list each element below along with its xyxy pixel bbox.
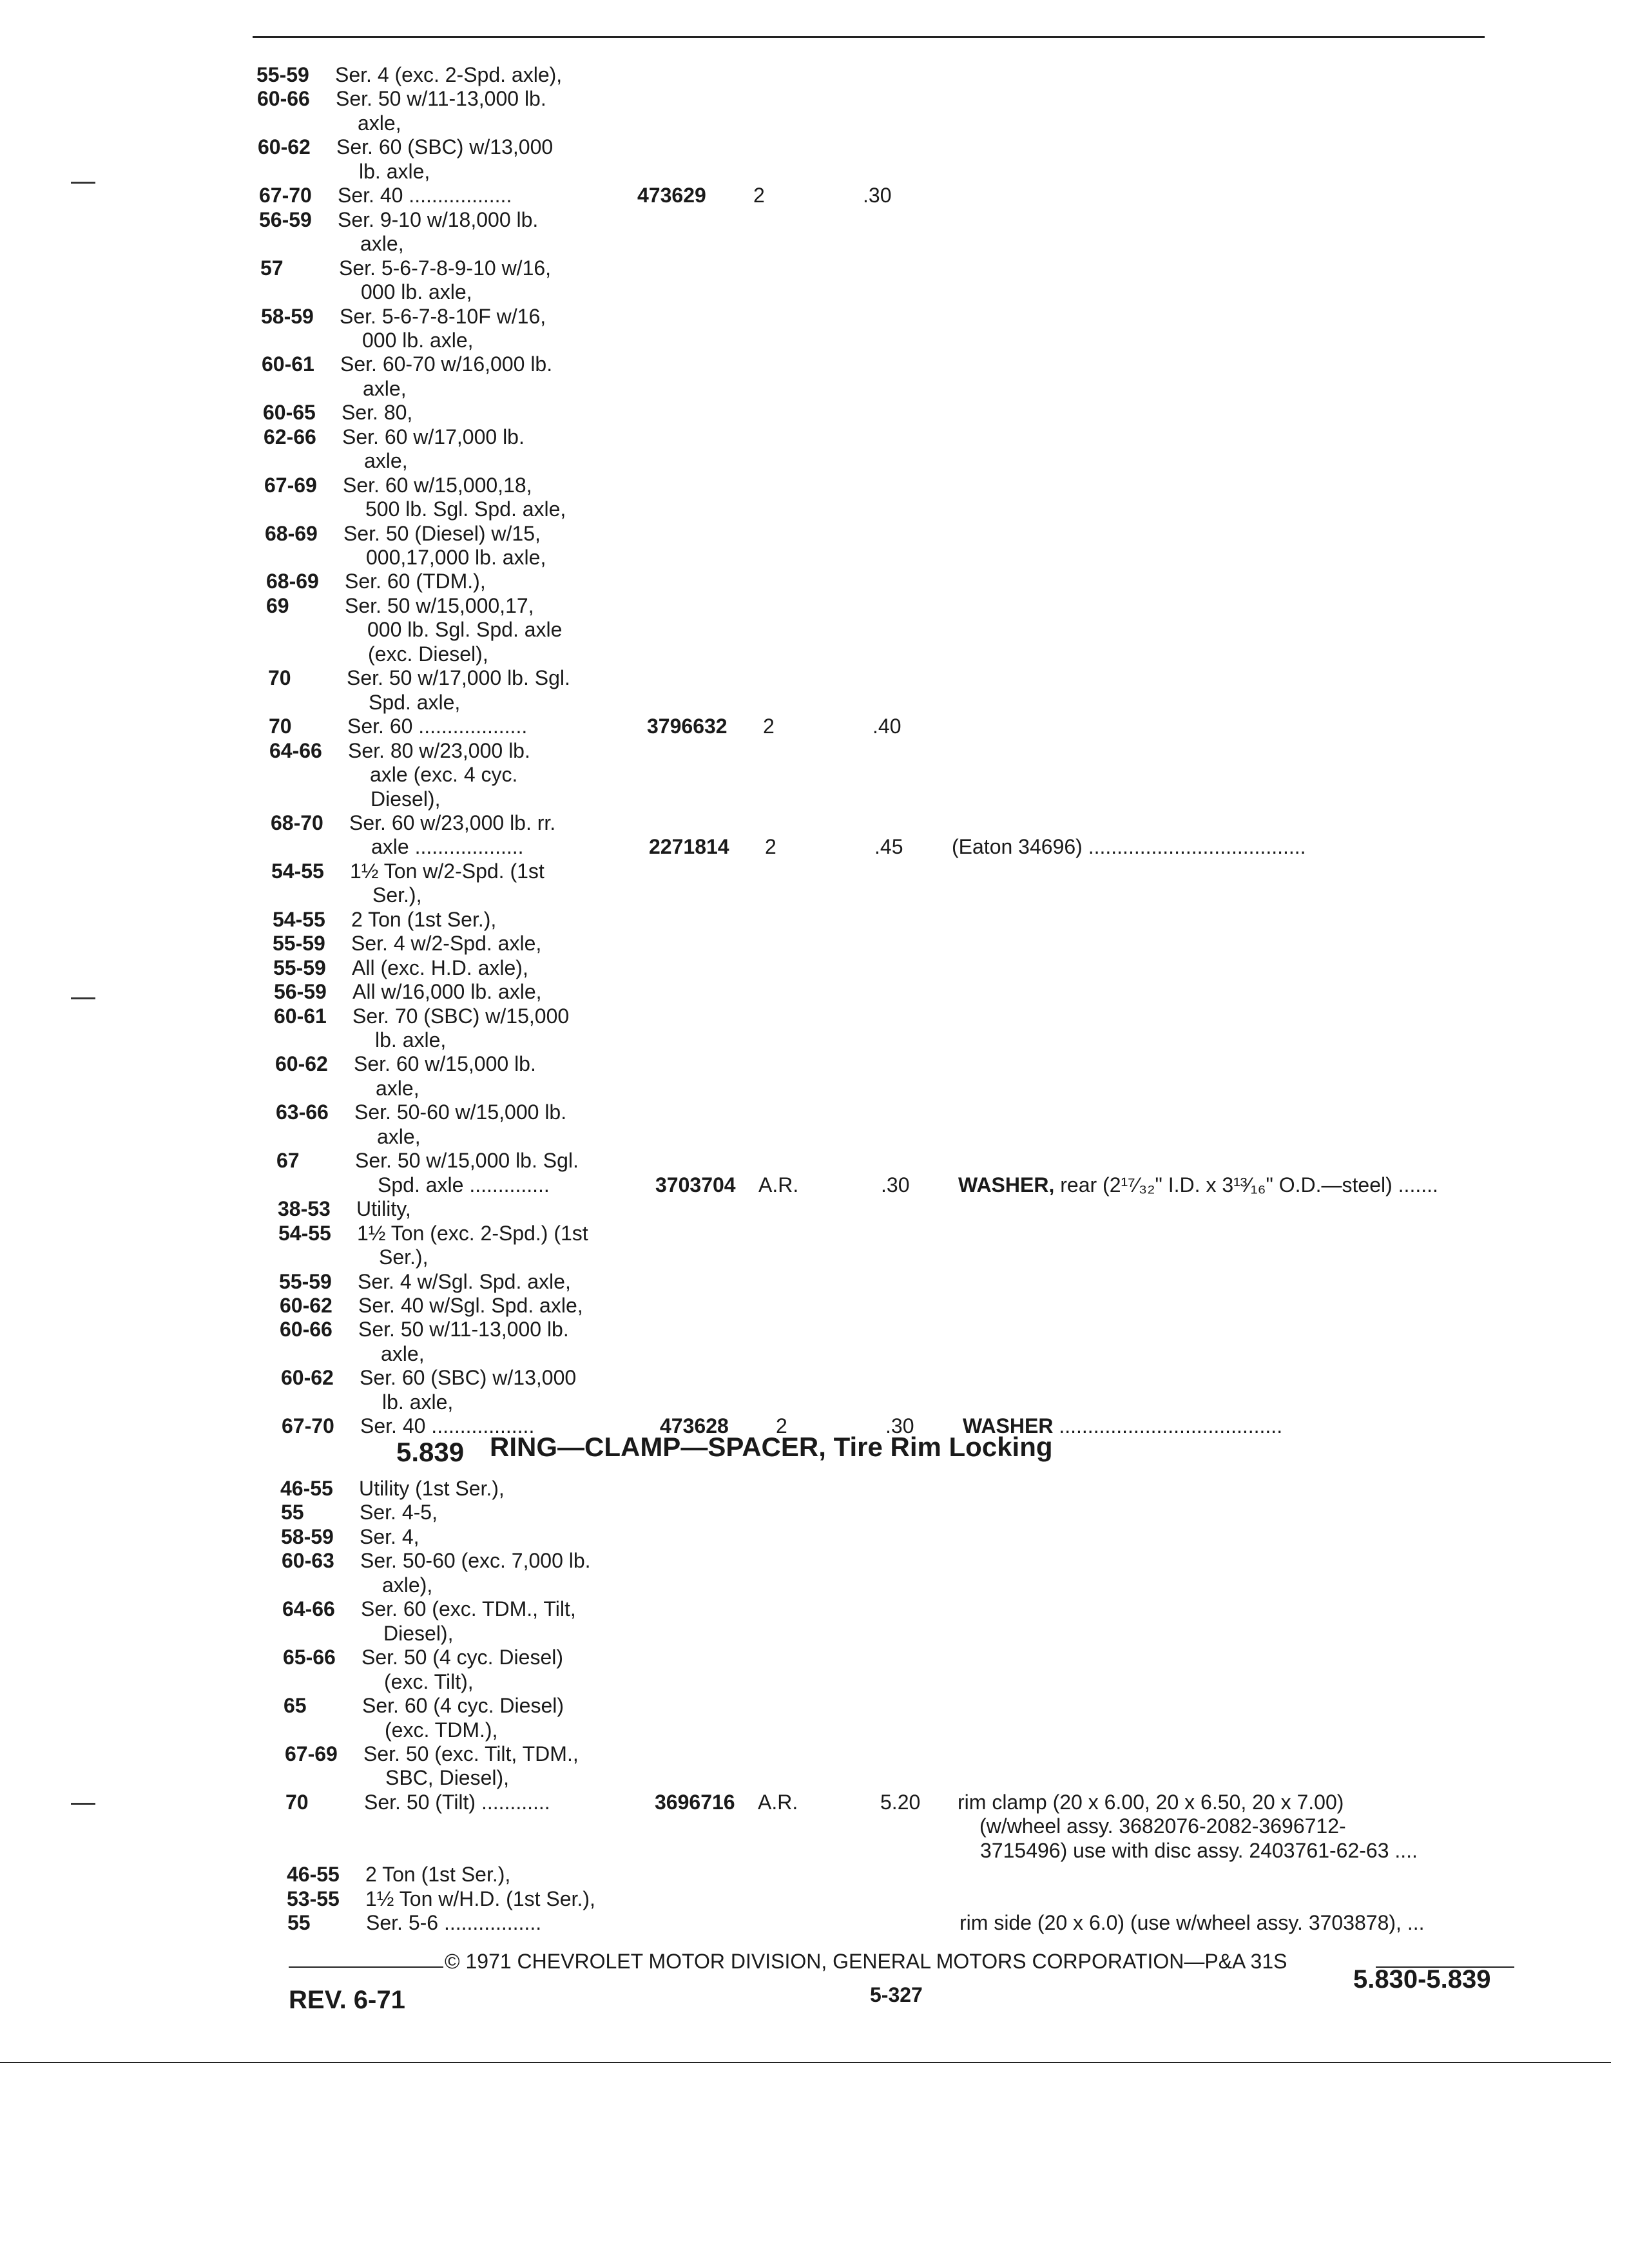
model-years: 56-59 (274, 980, 327, 1004)
application-text: Ser. 60 ................... (347, 715, 528, 738)
application-text: All w/16,000 lb. axle, (352, 980, 542, 1004)
application-text: 2 Ton (1st Ser.), (365, 1863, 511, 1887)
application-text: All (exc. H.D. axle), (352, 956, 528, 979)
quantity: A.R. (758, 1173, 799, 1196)
application-text: 500 lb. Sgl. Spd. axle, (365, 497, 566, 521)
model-years: 63-66 (276, 1100, 329, 1124)
model-years: 57 (260, 256, 284, 280)
application-text: Ser. 40 .................. (338, 184, 512, 207)
application-text: Diesel), (383, 1621, 454, 1645)
list-price: .30 (885, 1414, 914, 1438)
section-number: 5.839 (396, 1437, 465, 1467)
application-text: Ser.), (379, 1245, 429, 1269)
model-years: 68-70 (271, 811, 323, 834)
application-text: Ser. 80, (342, 401, 413, 425)
model-years: 46-55 (280, 1477, 333, 1500)
model-years: 67-70 (259, 184, 312, 207)
application-text: 1½ Ton (exc. 2-Spd.) (1st (357, 1221, 588, 1245)
model-years: 38-53 (278, 1197, 331, 1221)
application-text: Ser. 60 (SBC) w/13,000 (336, 135, 554, 159)
list-price: 5.20 (880, 1790, 921, 1814)
part-description (952, 835, 1306, 858)
application-text: Ser. 80 w/23,000 lb. (348, 738, 530, 762)
list-price: .45 (874, 835, 903, 859)
application-text: Ser. 60 w/15,000,18, (343, 473, 532, 497)
application-text: Ser. 60-70 w/16,000 lb. (340, 352, 553, 376)
part-number: 2271814 (649, 835, 729, 859)
model-years: 60-63 (282, 1549, 334, 1573)
model-years: 60-66 (280, 1318, 333, 1341)
list-price: .30 (863, 184, 892, 207)
model-years: 55 (281, 1501, 304, 1524)
application-text: Ser. 4, (360, 1524, 419, 1548)
application-text: 000 lb. axle, (362, 328, 474, 352)
application-text: Ser. 4 (exc. 2-Spd. axle), (335, 63, 563, 86)
footer-rule-left (289, 1966, 443, 1968)
description-text: rim side (20 x 6.0) (use w/wheel assy. 3703878), ... (959, 1911, 1425, 1935)
application-text: Ser. 9-10 w/18,000 lb. (338, 207, 539, 231)
application-text: (exc. Diesel), (368, 642, 488, 666)
application-text: axle, (363, 376, 407, 400)
model-years: 60-62 (275, 1052, 328, 1076)
bottom-rule (0, 2062, 1611, 2063)
application-text: Ser.), (372, 883, 422, 907)
section-range: 5.830-5.839 (1353, 1965, 1491, 1994)
quantity: 2 (753, 184, 765, 207)
application-text: (exc. Tilt), (384, 1669, 474, 1693)
description-text: rim clamp (20 x 6.00, 20 x 6.50, 20 x 7.00) (958, 1790, 1344, 1814)
application-text: axle, (381, 1341, 425, 1365)
part-description (979, 1814, 1346, 1838)
model-years: 53-55 (287, 1887, 340, 1910)
model-years: 67-69 (264, 473, 317, 497)
description-text: (Eaton 34696) ...................................... (952, 835, 1306, 859)
application-text: axle, (376, 1076, 419, 1100)
list-price: .40 (872, 715, 901, 738)
model-years: 58-59 (281, 1524, 334, 1548)
application-text: Ser. 50 (Tilt) ............ (364, 1790, 550, 1814)
part-name: WASHER, (958, 1173, 1061, 1196)
application-text: Ser. 60 w/23,000 lb. rr. (349, 811, 556, 834)
model-years: 60-62 (281, 1366, 334, 1390)
application-text: axle), (382, 1573, 433, 1597)
application-text: Ser. 50 w/15,000 lb. Sgl. (355, 1149, 579, 1173)
copyright-line: © 1971 CHEVROLET MOTOR DIVISION, GENERAL MOTORS CORPORATION—P&A 31S (445, 1950, 1287, 1973)
model-years: 64-66 (282, 1597, 335, 1621)
quantity: 2 (765, 835, 776, 859)
part-description (959, 1911, 1425, 1934)
application-text: 000,17,000 lb. axle, (366, 546, 546, 569)
model-years: 60-62 (258, 135, 311, 159)
application-text: Ser. 50 w/11-13,000 lb. (358, 1318, 569, 1341)
quantity: 2 (776, 1414, 787, 1438)
model-years: 55-59 (279, 1269, 332, 1293)
part-number: 473629 (637, 184, 706, 207)
application-text: 1½ Ton w/H.D. (1st Ser.), (365, 1887, 595, 1910)
model-years: 65 (284, 1694, 307, 1718)
application-text: axle (exc. 4 cyc. (370, 763, 518, 787)
description-text: 3715496) use with disc assy. 2403761-62-63 .... (980, 1838, 1418, 1862)
application-text: Ser. 50 (exc. Tilt, TDM., (363, 1742, 579, 1765)
margin-tick (71, 997, 95, 999)
model-years: 55-59 (273, 956, 326, 979)
application-text: Ser. 50 (Diesel) w/15, (343, 521, 541, 545)
model-years: 60-66 (257, 87, 310, 111)
application-text: axle, (358, 111, 401, 135)
application-text: axle, (364, 449, 408, 473)
application-text: Ser. 5-6-7-8-9-10 w/16, (339, 256, 552, 280)
application-text: 1½ Ton w/2-Spd. (1st (350, 859, 545, 883)
application-text: lb. axle, (382, 1390, 454, 1414)
model-years: 67-70 (282, 1414, 334, 1438)
application-text: Ser. 60 (exc. TDM., Tilt, (361, 1597, 576, 1621)
model-years: 60-62 (280, 1293, 333, 1317)
model-years: 60-65 (263, 401, 316, 425)
application-text: Ser. 5-6 ................. (366, 1911, 542, 1935)
application-text: Ser. 4 w/2-Spd. axle, (351, 932, 542, 956)
model-years: 65-66 (283, 1646, 336, 1669)
model-years: 67-69 (285, 1742, 338, 1765)
application-text: SBC, Diesel), (385, 1766, 510, 1790)
margin-tick (71, 1803, 95, 1805)
revision-label: REV. 6-71 (289, 1986, 405, 2014)
part-name: WASHER (963, 1414, 1059, 1438)
application-text: Utility, (356, 1197, 411, 1221)
application-text: Ser. 4 w/Sgl. Spd. axle, (358, 1269, 571, 1293)
quantity: 2 (763, 715, 775, 738)
application-text: Ser. 4-5, (360, 1501, 438, 1524)
model-years: 55-59 (273, 932, 325, 956)
model-years: 54-55 (278, 1221, 331, 1245)
model-years: 56-59 (259, 207, 312, 231)
quantity: A.R. (758, 1790, 798, 1814)
model-years: 46-55 (287, 1863, 340, 1887)
description-text: (w/wheel assy. 3682076-2082-3696712- (979, 1814, 1346, 1838)
application-text: Ser. 40 w/Sgl. Spd. axle, (358, 1293, 583, 1317)
model-years: 64-66 (269, 738, 322, 762)
application-text: Ser. 50-60 w/15,000 lb. (354, 1100, 567, 1124)
model-years: 54-55 (273, 907, 325, 931)
application-text: 000 lb. Sgl. Spd. axle (367, 618, 563, 642)
part-number: 3696716 (655, 1790, 735, 1814)
application-text: Diesel), (371, 787, 441, 811)
application-text: Spd. axle .............. (378, 1173, 550, 1196)
model-years: 55-59 (256, 63, 309, 86)
section-title: RING—CLAMP—SPACER, Tire Rim Locking (490, 1432, 1053, 1462)
top-rule (253, 36, 1485, 38)
model-years: 54-55 (271, 859, 324, 883)
model-years: 70 (285, 1790, 309, 1814)
model-years: 69 (266, 593, 289, 617)
application-text: Ser. 50 (4 cyc. Diesel) (361, 1646, 563, 1669)
application-text: Ser. 60 w/17,000 lb. (342, 425, 525, 448)
part-description (980, 1839, 1418, 1862)
part-description (958, 1173, 1438, 1196)
application-text: Ser. 60 (TDM.), (345, 570, 486, 593)
application-text: Ser. 70 (SBC) w/15,000 (352, 1004, 570, 1028)
description-text: rear (2¹⁷⁄₃₂" I.D. x 3¹³⁄₁₆" O.D.—steel) ....... (1060, 1173, 1438, 1196)
application-text: Ser. 40 .................. (360, 1414, 535, 1438)
application-text: Ser. 60 (4 cyc. Diesel) (362, 1694, 564, 1718)
application-text: Ser. 60 w/15,000 lb. (354, 1052, 536, 1076)
description-text: ....................................... (1059, 1414, 1283, 1438)
application-text: axle, (377, 1124, 421, 1148)
application-text: Ser. 5-6-7-8-10F w/16, (340, 304, 546, 328)
part-description (958, 1791, 1344, 1814)
model-years: 68-69 (266, 570, 319, 593)
part-number: 473628 (660, 1414, 729, 1438)
model-years: 60-61 (262, 352, 314, 376)
page-number: 5-327 (870, 1983, 923, 2006)
application-text: Utility (1st Ser.), (359, 1477, 505, 1500)
list-price: .30 (881, 1173, 910, 1196)
part-number: 3703704 (655, 1173, 736, 1196)
model-years: 70 (269, 715, 292, 738)
application-text: Ser. 50 w/15,000,17, (345, 593, 534, 617)
application-text: lb. axle, (375, 1028, 447, 1052)
application-text: axle ................... (371, 835, 524, 859)
application-text: axle, (360, 232, 404, 256)
model-years: 67 (276, 1149, 300, 1173)
model-years: 55 (287, 1911, 311, 1935)
application-text: 2 Ton (1st Ser.), (351, 907, 497, 931)
application-text: Ser. 50 w/17,000 lb. Sgl. (347, 666, 570, 690)
application-text: Spd. axle, (369, 690, 461, 714)
model-years: 60-61 (274, 1004, 327, 1028)
application-text: 000 lb. axle, (361, 280, 472, 304)
application-text: lb. axle, (359, 159, 430, 183)
model-years: 70 (268, 666, 291, 690)
margin-tick (71, 182, 95, 184)
application-text: Ser. 50 w/11-13,000 lb. (336, 87, 546, 111)
model-years: 62-66 (264, 425, 316, 448)
application-text: (exc. TDM.), (385, 1718, 498, 1742)
application-text: Ser. 50-60 (exc. 7,000 lb. (360, 1549, 591, 1573)
part-number: 3796632 (647, 715, 728, 738)
model-years: 68-69 (265, 521, 318, 545)
application-text: Ser. 60 (SBC) w/13,000 (360, 1366, 577, 1390)
model-years: 58-59 (261, 304, 314, 328)
